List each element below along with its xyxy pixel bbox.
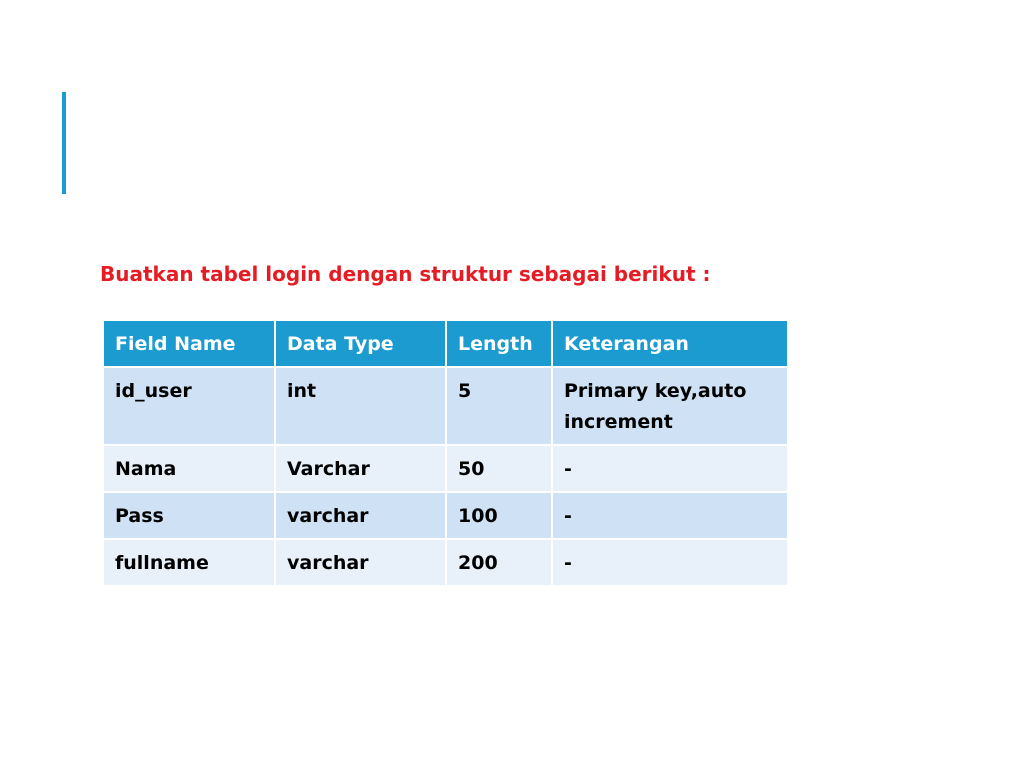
cell-keterangan: - — [552, 445, 787, 492]
table-row — [104, 445, 787, 492]
cell-keterangan: - — [552, 539, 787, 586]
cell-data-type: varchar — [275, 539, 446, 586]
cell-length: 50 — [446, 445, 552, 492]
table-row — [104, 539, 787, 586]
cell-field-name: id_user — [104, 367, 275, 445]
cell-length: 200 — [446, 539, 552, 586]
cell-keterangan: Primary key,auto increment — [552, 367, 787, 445]
cell-field-name: fullname — [104, 539, 275, 586]
column-header-data-type: Data Type — [275, 321, 446, 367]
cell-data-type: int — [275, 367, 446, 445]
column-header-length: Length — [446, 321, 552, 367]
cell-length: 5 — [446, 367, 552, 445]
instruction-text: Buatkan tabel login dengan struktur sebagai berikut : — [100, 262, 711, 286]
column-header-keterangan: Keterangan — [552, 321, 787, 367]
table-row — [104, 367, 787, 445]
accent-bar — [62, 92, 66, 194]
login-structure-table — [104, 321, 787, 587]
table-row — [104, 492, 787, 539]
cell-data-type: varchar — [275, 492, 446, 539]
cell-field-name: Nama — [104, 445, 275, 492]
cell-length: 100 — [446, 492, 552, 539]
cell-keterangan: - — [552, 492, 787, 539]
cell-field-name: Pass — [104, 492, 275, 539]
table-header-row — [104, 321, 787, 367]
column-header-field-name: Field Name — [104, 321, 275, 367]
cell-data-type: Varchar — [275, 445, 446, 492]
